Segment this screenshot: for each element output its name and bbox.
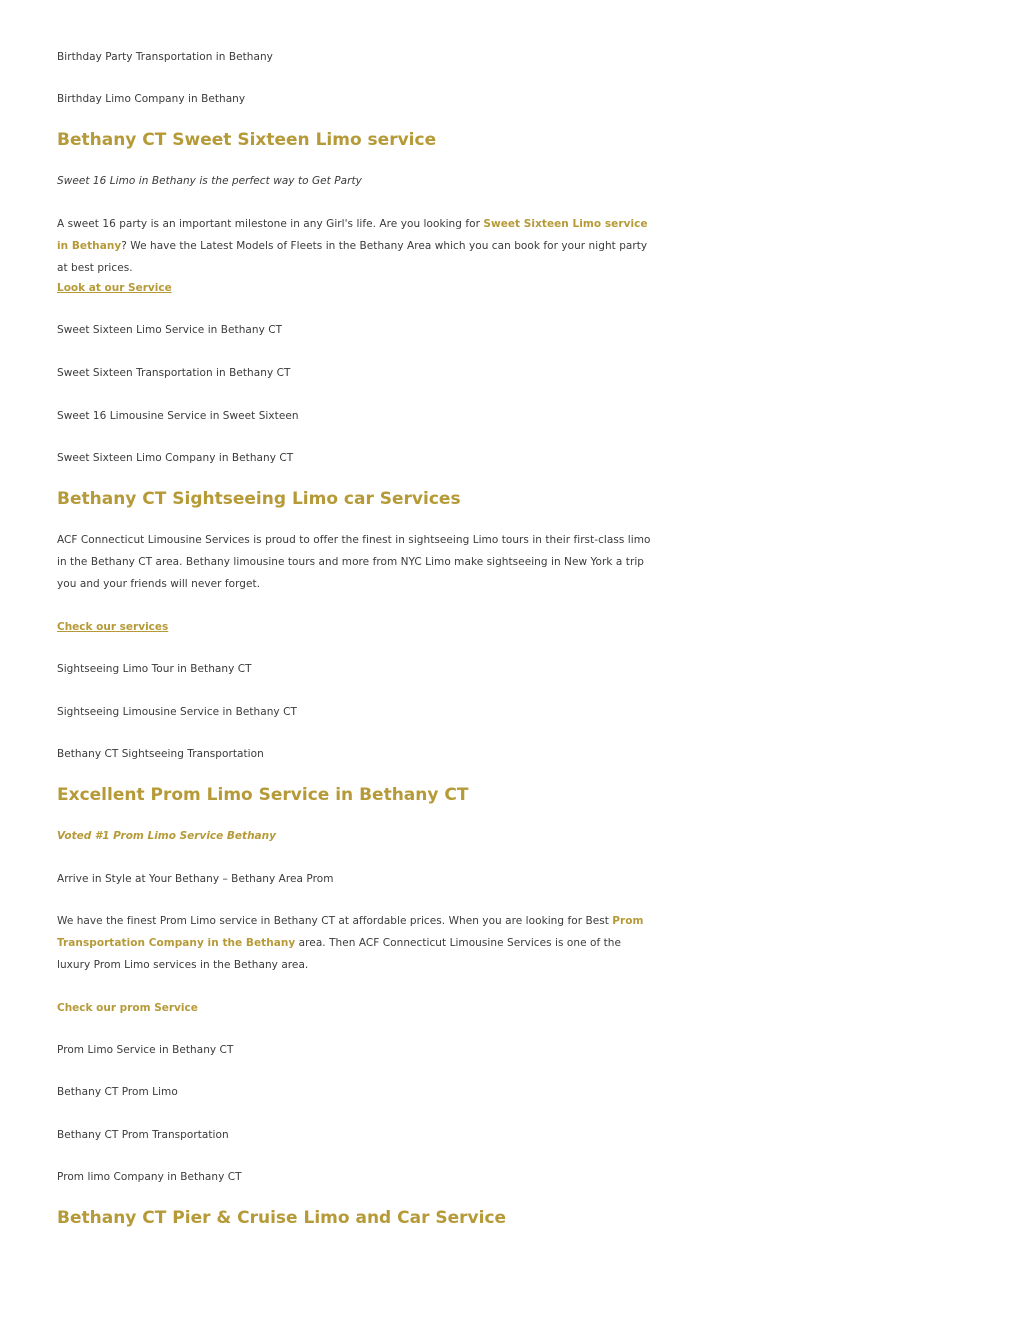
prom-voted-text: Voted #1 Prom Limo Service Bethany xyxy=(57,830,276,842)
list-item: Prom limo Company in Bethany CT xyxy=(57,1171,242,1183)
sweet-sixteen-para-after: ? We have the Latest Models of Fleets in the Bethany Area which you can book for your night party at best prices. xyxy=(57,240,648,274)
list-item: Sweet Sixteen Transportation in Bethany CT xyxy=(57,367,291,379)
check-prom-service-link[interactable]: Check our prom Service xyxy=(57,1002,198,1014)
look-at-service-link[interactable]: Look at our Service xyxy=(57,282,172,294)
pier-heading: Bethany CT Pier & Cruise Limo and Car Service xyxy=(57,1208,507,1228)
sightseeing-paragraph: ACF Connecticut Limousine Services is proud to offer the finest in sightseeing Limo tours in their first-class limo in the Bethany CT area. Bethany limousine tours and more from NYC Limo make sightseeing in New York a trip you and your friends will never forget. xyxy=(57,534,651,590)
list-item: Bethany CT Sightseeing Transportation xyxy=(57,748,264,760)
list-item: Sightseeing Limo Tour in Bethany CT xyxy=(57,663,252,675)
list-item: Sightseeing Limousine Service in Bethany CT xyxy=(57,706,297,718)
prom-para-before: We have the finest Prom Limo service in Bethany CT at affordable prices. When you are looking for Best xyxy=(57,915,613,927)
list-item: Sweet 16 Limousine Service in Sweet Sixteen xyxy=(57,410,299,422)
prom-highlight-link[interactable]: Prom Transportation Company in the Bethany xyxy=(57,915,644,949)
birthday-transport-text: Birthday Party Transportation in Bethany xyxy=(57,51,273,63)
sweet-sixteen-paragraph xyxy=(57,213,657,279)
prom-para-after: area. Then ACF Connecticut Limousine Services is one of the luxury Prom Limo services in the Bethany area. xyxy=(57,937,621,971)
list-item: Prom Limo Service in Bethany CT xyxy=(57,1044,234,1056)
prom-arrive-text: Arrive in Style at Your Bethany – Bethany Area Prom xyxy=(57,873,334,885)
sweet-sixteen-heading: Bethany CT Sweet Sixteen Limo service xyxy=(57,130,437,150)
list-item: Sweet Sixteen Limo Service in Bethany CT xyxy=(57,324,283,336)
birthday-company-text: Birthday Limo Company in Bethany xyxy=(57,93,246,105)
check-services-link[interactable]: Check our services xyxy=(57,621,169,633)
sweet-sixteen-para-before: A sweet 16 party is an important milestone in any Girl's life. Are you looking for xyxy=(57,218,484,230)
prom-heading: Excellent Prom Limo Service in Bethany CT xyxy=(57,785,469,805)
sightseeing-heading: Bethany CT Sightseeing Limo car Services xyxy=(57,489,461,509)
prom-paragraph xyxy=(57,910,657,976)
sweet-sixteen-tagline: Sweet 16 Limo in Bethany is the perfect way to Get Party xyxy=(57,175,362,187)
list-item: Sweet Sixteen Limo Company in Bethany CT xyxy=(57,452,294,464)
list-item: Bethany CT Prom Transportation xyxy=(57,1129,229,1141)
sweet-sixteen-highlight-link[interactable]: Sweet Sixteen Limo service in Bethany xyxy=(57,218,648,252)
list-item: Bethany CT Prom Limo xyxy=(57,1086,178,1098)
